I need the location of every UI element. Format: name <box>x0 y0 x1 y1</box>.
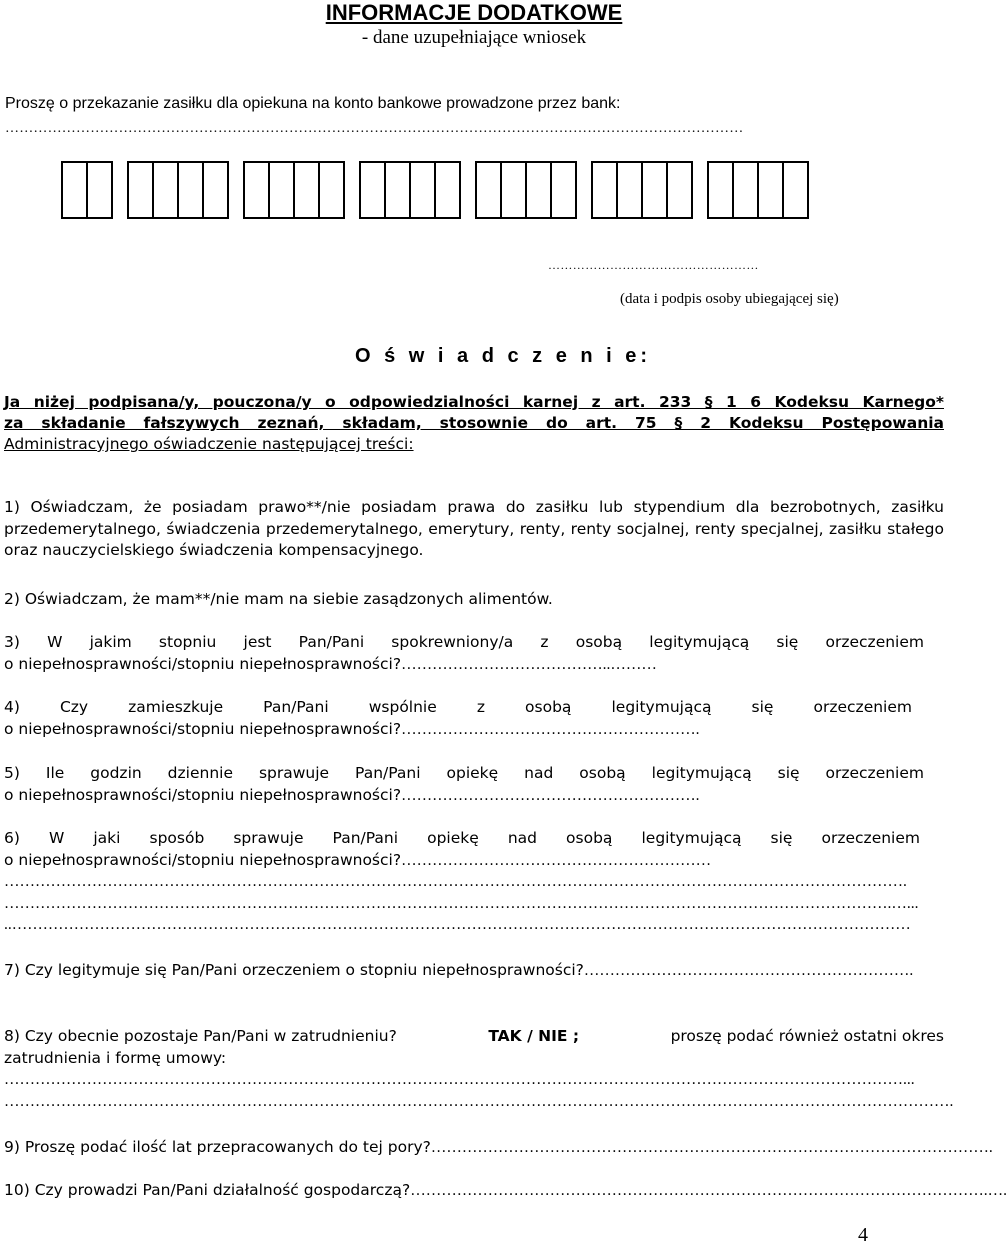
account-digit-box[interactable] <box>63 163 88 217</box>
account-digit-box[interactable] <box>477 163 502 217</box>
item-8-answer-field-2[interactable]: …………………………………………………………………………………………………………………………………………………………………. <box>4 1092 954 1110</box>
item-5-question: 5) Ile godzin dziennie sprawuje Pan/Pani opiekę nad osobą legitymującą się orzeczeniem <box>4 764 924 782</box>
item-6 <box>4 828 944 936</box>
item-3-line2: o niepełnosprawności/stopniu niepełnosprawności?…………………………………..……… <box>4 654 657 673</box>
declaration-heading: O ś w i a d c z e n i e: <box>355 345 652 367</box>
item-10: 10) Czy prowadzi Pan/Pani działalność gospodarczą?………………………………………………………………………………………………….…. <box>4 1181 1007 1199</box>
item-6-answer-field[interactable]: …………………………………………………… <box>401 851 712 869</box>
item-5-line2: o niepełnosprawności/stopniu niepełnosprawności?…………………………………………………. <box>4 785 700 804</box>
account-digit-box[interactable] <box>436 163 459 217</box>
account-digit-group <box>591 161 693 219</box>
account-digit-box[interactable] <box>552 163 575 217</box>
item-4-question: 4) Czy zamieszkuje Pan/Pani wspólnie z osobą legitymującą się orzeczeniem <box>4 698 912 716</box>
item-6-line2: o niepełnosprawności/stopniu niepełnosprawności?…………………………………………………… <box>4 850 712 869</box>
signature-line[interactable]: …………………………………………… <box>548 258 759 272</box>
account-digit-group <box>243 161 345 219</box>
account-digit-box[interactable] <box>618 163 643 217</box>
account-digit-group <box>359 161 461 219</box>
page-subtitle: - dane uzupełniające wniosek <box>361 27 587 48</box>
item-6-extra-line-2[interactable]: ……………………………………………………………………………………………………………………………………………………….…... <box>4 894 919 912</box>
account-digit-box[interactable] <box>320 163 343 217</box>
declaration-line-1: Ja niżej podpisana/y, pouczona/y o odpowiedzialności karnej z art. 233 § 1 6 Kodeksu Karnego* <box>4 393 944 411</box>
bank-name-field[interactable]: ………………………………………………………………………………………………………………………………………… <box>5 121 744 136</box>
account-digit-box[interactable] <box>179 163 204 217</box>
account-digit-group <box>127 161 229 219</box>
item-8-extra-question: proszę podać również ostatni okres <box>670 1027 944 1045</box>
item-9: 9) Proszę podać ilość lat przepracowanych do tej pory?………………………………………………………………………………………………. <box>4 1138 993 1156</box>
signature-label: (data i podpis osoby ubiegającej się) <box>620 291 839 307</box>
item-4-answer-field[interactable]: …………………………………………………. <box>401 720 700 738</box>
account-digit-box[interactable] <box>709 163 734 217</box>
item-5-answer-field[interactable]: …………………………………………………. <box>401 786 700 804</box>
declaration-line-2: za składanie fałszywych zeznań, składam, stosownie do art. 75 § 2 Kodeksu Postępowania <box>4 414 944 432</box>
account-digit-box[interactable] <box>668 163 691 217</box>
account-digit-box[interactable] <box>129 163 154 217</box>
item-8-question: 8) Czy obecnie pozostaje Pan/Pani w zatrudnieniu? <box>4 1027 397 1045</box>
item-6-extra-line-1[interactable]: …………………………………………………………………………………………………………………………………………………………. <box>4 873 907 890</box>
item-7: 7) Czy legitymuje się Pan/Pani orzeczeniem o stopniu niepełnosprawności?………………………………………………………. <box>4 961 914 979</box>
account-digit-group <box>707 161 809 219</box>
account-digit-box[interactable] <box>154 163 179 217</box>
item-2: 2) Oświadczam, że mam**/nie mam na siebie zasądzonych alimentów. <box>4 590 553 608</box>
item-3 <box>4 632 944 675</box>
item-8-line1 <box>4 1026 944 1048</box>
item-5 <box>4 763 944 806</box>
account-digit-box[interactable] <box>411 163 436 217</box>
item-8 <box>4 1026 954 1112</box>
account-digit-box[interactable] <box>527 163 552 217</box>
item-1: 1) Oświadczam, że posiadam prawo**/nie posiadam prawa do zasiłku lub stypendium dla bezrobotnych, zasiłku przedemerytalnego, świadczenia przedemerytalnego, emerytury, renty, renty socjalnej, renty specjalnej, zasiłku stałego oraz nauczycielskiego świadczenia kompensacyjnego. <box>4 498 944 559</box>
item-4-line2: o niepełnosprawności/stopniu niepełnosprawności?…………………………………………………. <box>4 719 700 738</box>
page-title: INFORMACJE DODATKOWE <box>325 0 623 25</box>
item-3-answer-field[interactable]: …………………………………..……… <box>401 655 657 673</box>
account-digit-box[interactable] <box>759 163 784 217</box>
item-9-answer-field[interactable]: ………………………………………………………………………………………………. <box>430 1139 993 1156</box>
item-8-answer-field-1[interactable]: …………………………………………………………………………………………………………………………………………………………... <box>4 1071 915 1088</box>
account-digit-box[interactable] <box>88 163 111 217</box>
account-digit-group <box>475 161 577 219</box>
account-digit-box[interactable] <box>502 163 527 217</box>
item-8-line2: zatrudnienia i formę umowy: <box>4 1048 227 1067</box>
bank-label: Proszę o przekazanie zasiłku dla opiekuna na konto bankowe prowadzone przez bank: <box>5 95 621 112</box>
item-6-question: 6) W jaki sposób sprawuje Pan/Pani opiekę nad osobą legitymującą się orzeczeniem <box>4 829 920 847</box>
declaration-text <box>4 392 944 455</box>
page-number: 4 <box>858 1224 868 1246</box>
account-digit-box[interactable] <box>734 163 759 217</box>
item-10-answer-field[interactable]: ………………………………………………………………………………………………….…. <box>410 1182 1007 1199</box>
item-6-extra-line-3[interactable]: ..………………………………………………………………………………………………………………………………………………………… <box>4 916 911 933</box>
account-digit-box[interactable] <box>245 163 270 217</box>
account-digit-box[interactable] <box>784 163 807 217</box>
item-7-answer-field[interactable]: ………………………………………………………. <box>583 962 914 979</box>
account-digit-box[interactable] <box>270 163 295 217</box>
account-digit-box[interactable] <box>643 163 668 217</box>
account-digit-box[interactable] <box>386 163 411 217</box>
account-number-boxes <box>61 161 809 219</box>
item-4 <box>4 697 944 740</box>
item-3-question: 3) W jakim stopniu jest Pan/Pani spokrewniony/a z osobą legitymującą się orzeczeniem <box>4 633 924 651</box>
account-digit-box[interactable] <box>204 163 227 217</box>
account-digit-box[interactable] <box>593 163 618 217</box>
declaration-line-3: Administracyjnego oświadczenie następującej treści: <box>4 435 414 453</box>
account-digit-box[interactable] <box>361 163 386 217</box>
account-digit-group <box>61 161 113 219</box>
account-digit-box[interactable] <box>295 163 320 217</box>
item-8-yes-no[interactable]: TAK / NIE ; <box>488 1027 580 1045</box>
